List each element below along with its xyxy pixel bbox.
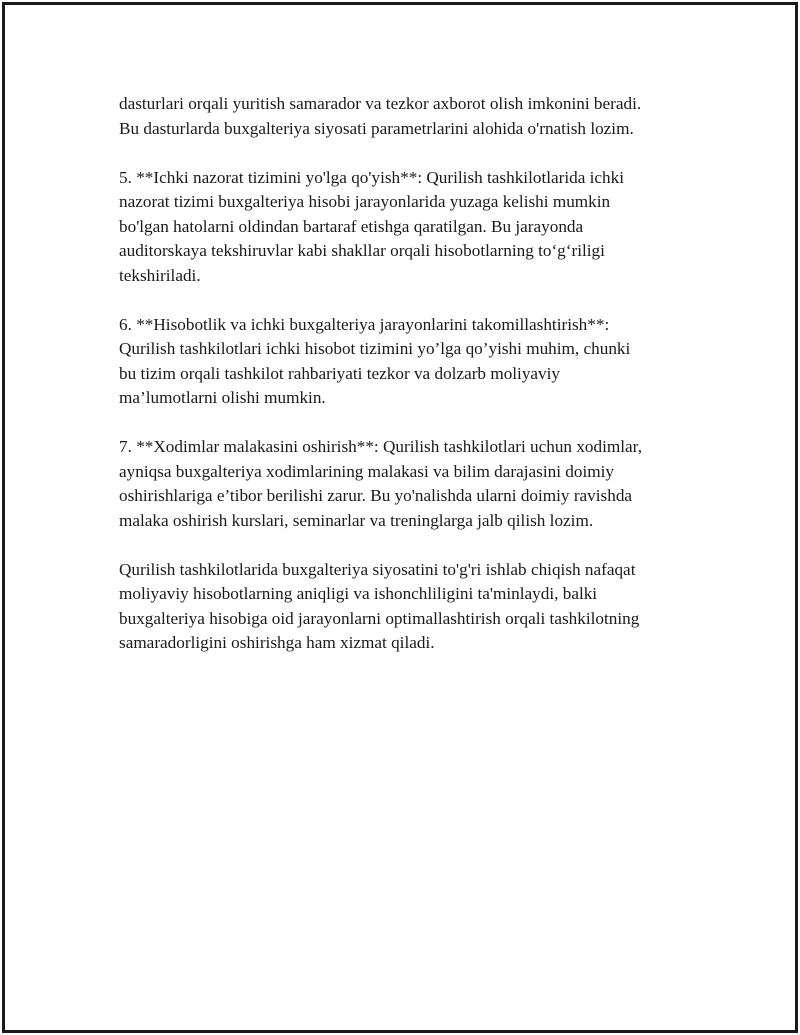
text-line: nazorat tizimi buxgalteriya hisobi jarayonlarida yuzaga kelishi mumkin: [119, 192, 611, 211]
text-line: 6. **Hisobotlik va ichki buxgalteriya jarayonlarini takomillashtirish**:: [119, 314, 610, 334]
text-line: bo'lgan hatolarni oldindan bartaraf etishga qaratilgan. Bu jarayonda: [119, 216, 584, 236]
text-line: 7. **Xodimlar malakasini oshirish**: Qurilish tashkilotlari uchun xodimlar,: [119, 437, 642, 456]
paragraph-item-6: [119, 313, 709, 411]
text-line: ma’lumotlarni olishi mumkin.: [119, 388, 326, 407]
text-line: ayniqsa buxgalteriya xodimlarining malakasi va bilim darajasini doimiy: [119, 461, 614, 481]
text-line: moliyaviy hisobotlarning aniqligi va ishonchliligini ta'minlaydi, balki: [119, 584, 598, 603]
text-line: Bu dasturlarda buxgalteriya siyosati parametrlarini alohida o'rnatish lozim.: [119, 118, 634, 138]
text-line: buxgalteriya hisobiga oid jarayonlarni optimallashtirish orqali tashkilotning: [119, 608, 640, 628]
text-line: tekshiriladi.: [119, 265, 201, 285]
text-line: samaradorligini oshirishga ham xizmat qiladi.: [119, 633, 435, 652]
paragraph-item-5: [119, 166, 709, 289]
document-body: [119, 92, 709, 680]
text-line: Qurilish tashkilotlari ichki hisobot tizimini yo’lga qo’yishi muhim, chunki: [119, 339, 631, 358]
paragraph-item-7: [119, 435, 709, 533]
text-line: 5. **Ichki nazorat tizimini yo'lga qo'yish**: Qurilish tashkilotlarida ichki: [119, 167, 625, 187]
text-line: oshirishlariga e’tibor berilishi zarur. Bu yo'nalishda ularni doimiy ravishda: [119, 486, 633, 505]
paragraph-intro-continuation: [119, 92, 709, 141]
paragraph-conclusion: [119, 558, 709, 656]
text-line: Qurilish tashkilotlarida buxgalteriya siyosatini to'g'ri ishlab chiqish nafaqat: [119, 559, 636, 579]
text-line: auditorskaya tekshiruvlar kabi shakllar orqali hisobotlarning to‘g‘riligi: [119, 241, 605, 260]
text-line: bu tizim orqali tashkilot rahbariyati tezkor va dolzarb moliyaviy: [119, 363, 561, 383]
text-line: dasturlari orqali yuritish samarador va tezkor axborot olish imkonini beradi.: [119, 94, 642, 113]
text-line: malaka oshirish kurslari, seminarlar va treninglarga jalb qilish lozim.: [119, 510, 594, 530]
